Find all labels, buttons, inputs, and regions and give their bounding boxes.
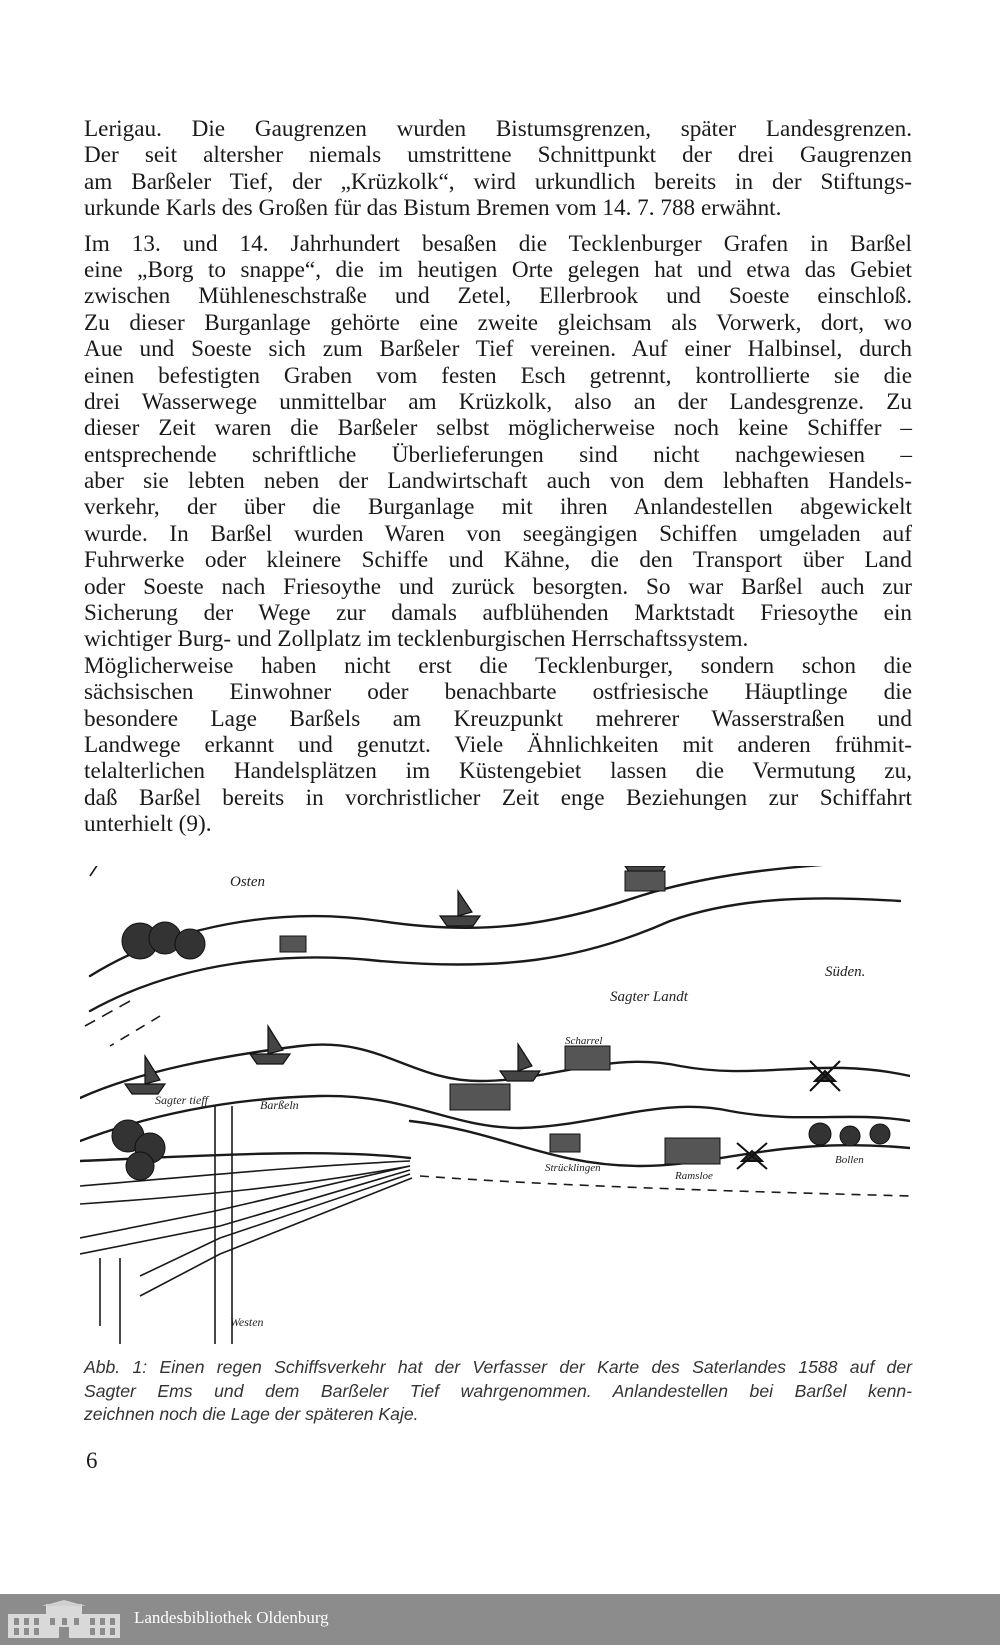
text-line: verkehr, der über die Burganlage mit ihren Anlandestellen abgewickelt xyxy=(84,494,912,521)
text-line: Aue und Soeste sich zum Barßeler Tief vereinen. Auf einer Halbinsel, durch xyxy=(84,336,912,363)
map-label-barsseln: Barßeln xyxy=(260,1098,299,1112)
library-footer xyxy=(0,1594,1000,1645)
text-line: Der seit altersher niemals umstrittene Schnittpunkt der drei Gaugrenzen xyxy=(84,142,912,169)
text-line: dieser Zeit waren die Barßeler selbst möglicherweise noch keine Schiffer – xyxy=(84,415,912,442)
map-label-sueden: Süden. xyxy=(825,964,866,980)
text-line: am Barßeler Tief, der „Krüzkolk“, wird urkundlich bereits in der Stiftungs- xyxy=(84,168,912,195)
text-line: Im 13. und 14. Jahrhundert besaßen die Tecklenburger Grafen in Barßel xyxy=(84,230,912,257)
text-line: drei Wasserwege unmittelbar am Krüzkolk, also an der Landesgrenze. Zu xyxy=(84,388,912,415)
text-line: entsprechende schriftliche Überlieferungen sind nicht nachgewiesen – xyxy=(84,441,912,468)
caption-line: Abb. 1: Einen regen Schiffsverkehr hat der Verfasser der Karte des Saterlandes 1588 auf der xyxy=(84,1357,912,1377)
text-line: Sicherung der Wege zur damals aufblühenden Marktstadt Friesoythe ein xyxy=(84,600,912,627)
body-text xyxy=(84,116,912,838)
map-label-westen: Westen xyxy=(230,1315,264,1329)
text-line: wurde. In Barßel wurden Waren von seegängigen Schiffen umgeladen auf xyxy=(84,520,912,547)
caption-line: Sagter Ems und dem Barßeler Tief wahrgenommen. Anlandestellen bei Barßel kenn- xyxy=(84,1380,912,1401)
map-label-ramsloe: Ramsloe xyxy=(675,1170,713,1182)
figure-caption xyxy=(84,1356,912,1427)
text-line: einen befestigten Graben vom festen Esch getrennt, kontrollierte sie die xyxy=(84,362,912,389)
text-line: Lerigau. Die Gaugrenzen wurden Bistumsgrenzen, später Landesgrenzen. xyxy=(84,116,912,142)
text-line: wichtiger Burg- und Zollplatz im tecklenburgischen Herrschaftssystem. xyxy=(84,626,749,653)
text-line: Fuhrwerke oder kleinere Schiffe und Kähne, die den Transport über Land xyxy=(84,547,912,574)
text-line: aber sie lebten neben der Landwirtschaft auch von dem lebhaften Handels- xyxy=(84,468,912,495)
map-label-bollen: Bollen xyxy=(835,1154,864,1166)
text-line: Möglicherweise haben nicht erst die Tecklenburger, sondern schon die xyxy=(84,652,912,679)
text-line: Zu dieser Burganlage gehörte eine zweite gleichsam als Vorwerk, dort, wo xyxy=(84,309,912,336)
text-line: eine „Borg to snappe“, die im heutigen Orte gelegen hat und etwa das Gebiet xyxy=(84,256,912,283)
text-line: sächsischen Einwohner oder benachbarte ostfriesische Häuptlinge die xyxy=(84,679,912,706)
text-line: telalterlichen Handelsplätzen im Küstengebiet lassen die Vermutung zu, xyxy=(84,758,912,785)
page-number: 6 xyxy=(86,1448,98,1473)
map-label-osten: Osten xyxy=(230,874,265,890)
text-line: urkunde Karls des Großen für das Bistum Bremen vom 14. 7. 788 erwähnt. xyxy=(84,195,782,222)
map-label-scharrel: Scharrel xyxy=(565,1035,603,1047)
historic-map-figure xyxy=(80,866,910,1344)
text-line: daß Barßel bereits in vorchristlicher Zeit enge Beziehungen zur Schiffahrt xyxy=(84,784,912,811)
library-building-logo xyxy=(6,1600,122,1640)
map-drawing xyxy=(80,866,910,1344)
caption-line: zeichnen noch die Lage der späteren Kaje. xyxy=(84,1404,419,1425)
text-line: besondere Lage Barßels am Kreuzpunkt mehrerer Wasserstraßen und xyxy=(84,705,912,732)
map-label-strucklingen: Strücklingen xyxy=(545,1162,601,1174)
map-label-sagter-tieff: Sagter tieff xyxy=(155,1093,208,1107)
map-label-sagter-landt: Sagter Landt xyxy=(610,989,688,1005)
text-line: zwischen Mühleneschstraße und Zetel, Ellerbrook und Soeste einschloß. xyxy=(84,283,912,310)
text-line: Landwege erkannt und genutzt. Viele Ähnlichkeiten mit anderen frühmit- xyxy=(84,731,912,758)
text-line: oder Soeste nach Friesoythe und zurück besorgten. So war Barßel auch zur xyxy=(84,573,912,600)
library-name: Landesbibliothek Oldenburg xyxy=(134,1608,329,1627)
text-line: unterhielt (9). xyxy=(84,811,212,838)
